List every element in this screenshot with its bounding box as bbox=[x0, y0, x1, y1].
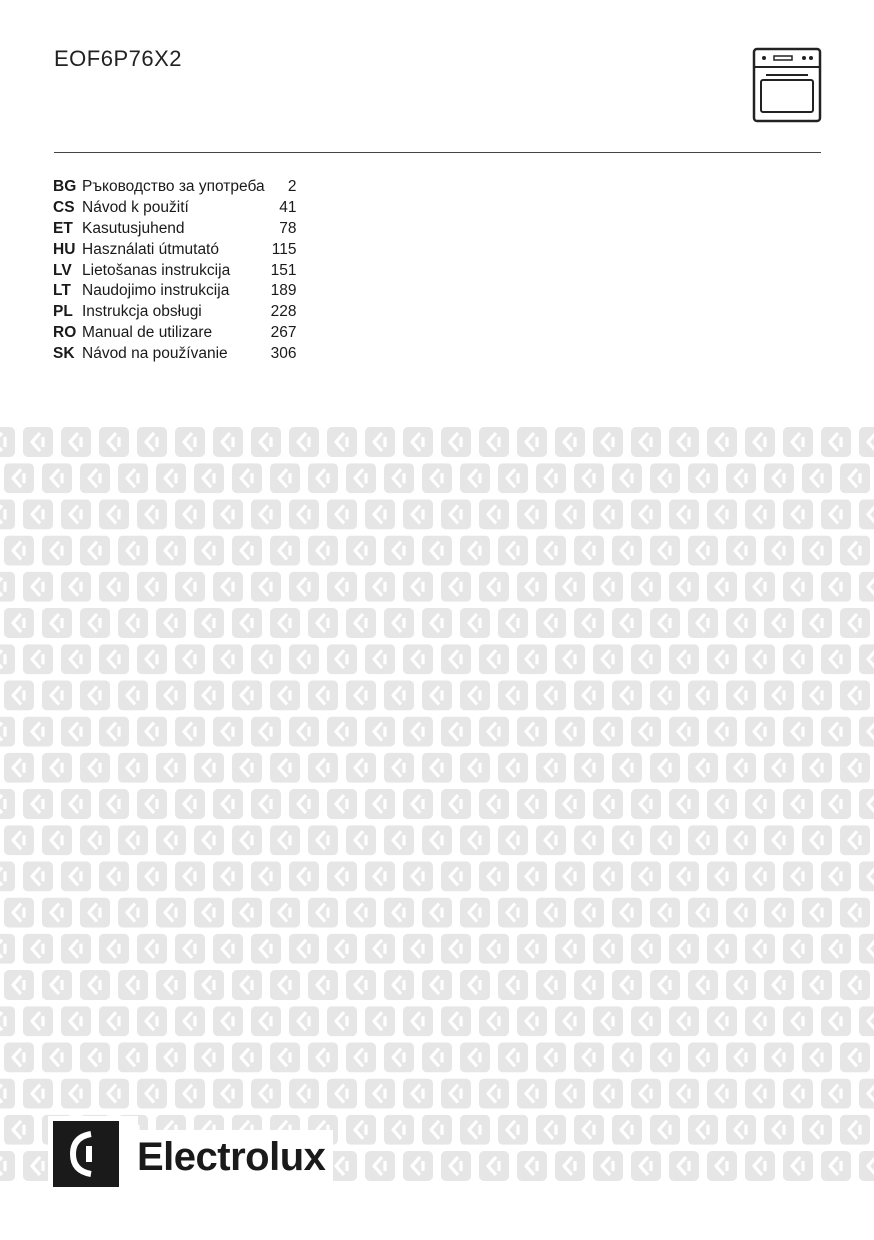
toc-title: Ръководство за употреба bbox=[82, 178, 265, 196]
brand-name: Electrolux bbox=[133, 1130, 333, 1184]
toc-title: Návod k použití bbox=[82, 199, 189, 217]
electrolux-pattern-icon bbox=[0, 420, 874, 1220]
toc-row[interactable] bbox=[53, 239, 296, 260]
toc-code: PL bbox=[53, 303, 73, 321]
toc-row[interactable] bbox=[53, 219, 296, 240]
toc-title: Naudojimo instrukcija bbox=[82, 282, 230, 300]
toc-code: SK bbox=[53, 344, 75, 362]
toc-row[interactable] bbox=[53, 281, 296, 302]
toc-title: Návod na používanie bbox=[82, 344, 228, 362]
toc-page: 306 bbox=[270, 344, 297, 362]
header-divider bbox=[54, 152, 821, 153]
toc-page: 78 bbox=[279, 219, 297, 237]
toc-row[interactable] bbox=[53, 260, 296, 281]
toc-title: Kasutusjuhend bbox=[82, 219, 185, 237]
toc-title: Használati útmutató bbox=[82, 240, 219, 258]
toc-title: Instrukcja obsługi bbox=[82, 303, 202, 321]
toc-page: 2 bbox=[287, 178, 297, 196]
toc-page: 267 bbox=[270, 323, 297, 341]
model-number: EOF6P76X2 bbox=[54, 46, 183, 71]
toc-title: Lietošanas instrukcija bbox=[82, 261, 231, 279]
electrolux-logo-icon bbox=[53, 1121, 119, 1187]
toc-row[interactable] bbox=[53, 343, 296, 364]
oven-icon bbox=[752, 47, 822, 123]
toc-code: RO bbox=[53, 323, 77, 341]
toc-page: 115 bbox=[271, 240, 297, 258]
toc-code: ET bbox=[53, 219, 73, 237]
toc-code: HU bbox=[53, 240, 76, 258]
toc-code: CS bbox=[53, 199, 75, 217]
toc-row[interactable] bbox=[53, 177, 296, 198]
toc-code: LT bbox=[53, 282, 71, 300]
toc-code: LV bbox=[53, 261, 72, 279]
toc-page: 41 bbox=[279, 199, 297, 217]
toc-row[interactable] bbox=[53, 198, 296, 219]
toc-row[interactable] bbox=[53, 323, 296, 344]
toc-title: Manual de utilizare bbox=[82, 323, 213, 341]
toc-row[interactable] bbox=[53, 302, 296, 323]
language-contents-table bbox=[53, 177, 296, 364]
toc-page: 228 bbox=[270, 303, 297, 321]
toc-page: 151 bbox=[270, 261, 297, 279]
toc-page: 189 bbox=[270, 282, 297, 300]
toc-code: BG bbox=[53, 178, 77, 196]
